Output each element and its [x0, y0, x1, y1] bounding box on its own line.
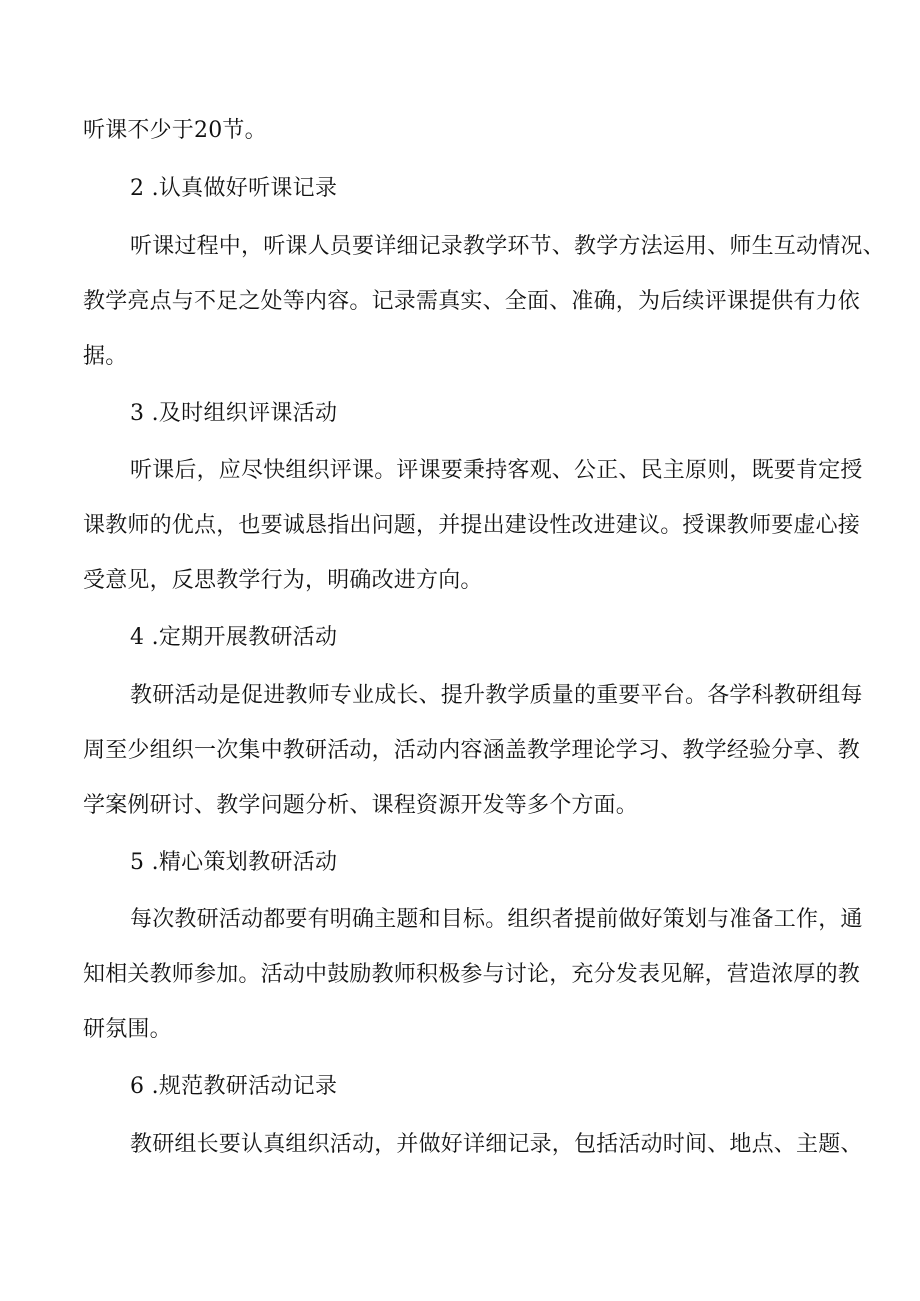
paragraph-line: 听课后，应尽快组织评课。评课要秉持客观、公正、民主原则，既要肯定授 — [130, 458, 863, 483]
paragraph-line: 听课过程中，听课人员要详细记录教学环节、教学方法运用、师生互动情况、 — [130, 234, 885, 259]
section-heading: 4 .定期开展教研活动 — [130, 625, 338, 650]
paragraph-line: 周至少组织一次集中教研活动，活动内容涵盖教学理论学习、教学经验分享、教 — [83, 738, 861, 763]
paragraph-line: 每次教研活动都要有明确主题和目标。组织者提前做好策划与准备工作，通 — [130, 907, 863, 932]
paragraph-line: 知相关教师参加。活动中鼓励教师积极参与讨论，充分发表见解，营造浓厚的教 — [83, 962, 861, 987]
paragraph-line: 课教师的优点，也要诚恳指出问题，并提出建设性改进建议。授课教师要虚心接 — [83, 513, 861, 538]
paragraph-line: 学案例研讨、教学问题分析、课程资源开发等多个方面。 — [83, 793, 639, 818]
section-heading: 6 .规范教研活动记录 — [130, 1074, 338, 1099]
section-heading: 2 .认真做好听课记录 — [130, 176, 338, 201]
section-heading: 3 .及时组织评课活动 — [130, 401, 338, 426]
paragraph-line: 研氛围。 — [83, 1017, 172, 1042]
paragraph-line: 听课不少于20节。 — [83, 118, 267, 143]
paragraph-line: 教学亮点与不足之处等内容。记录需真实、全面、准确，为后续评课提供有力依 — [83, 289, 861, 314]
section-heading: 5 .精心策划教研活动 — [130, 850, 338, 875]
paragraph-line: 教研活动是促进教师专业成长、提升教学质量的重要平台。各学科教研组每 — [130, 683, 863, 708]
paragraph-line: 教研组长要认真组织活动，并做好详细记录，包括活动时间、地点、主题、 — [130, 1132, 863, 1157]
paragraph-line: 据。 — [83, 344, 128, 369]
paragraph-line: 受意见，反思教学行为，明确改进方向。 — [83, 568, 483, 593]
